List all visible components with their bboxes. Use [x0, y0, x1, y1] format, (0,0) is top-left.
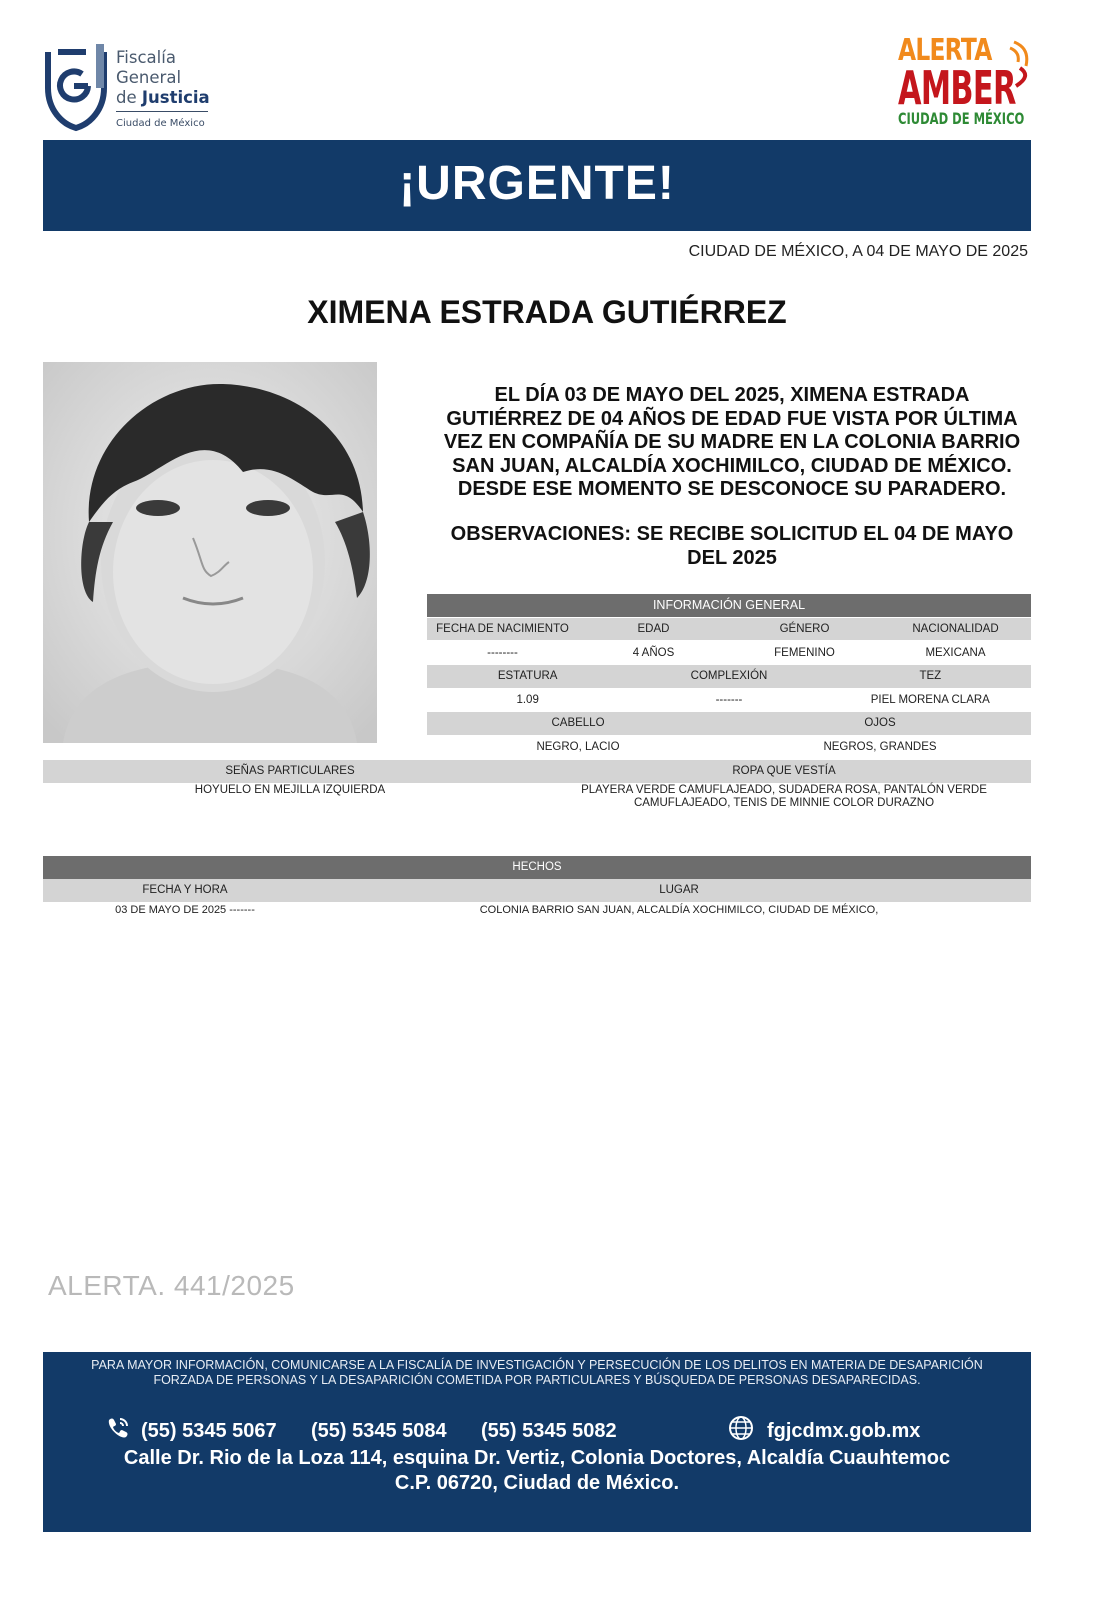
features-values-row: [43, 784, 1031, 814]
footer-address: [43, 1446, 1031, 1496]
info-header: CABELLO: [551, 717, 605, 729]
phone-icon: [105, 1416, 131, 1440]
description-line: DESDE ESE MOMENTO SE DESCONOCE SU PARADERO.: [457, 478, 1007, 500]
info-value: 1.09: [516, 694, 539, 706]
info-values-row-2: [427, 689, 1031, 711]
info-header: COMPLEXIÓN: [690, 670, 768, 682]
facts-value: COLONIA BARRIO SAN JUAN, ALCALDÍA XOCHIMILCO, CIUDAD DE MÉXICO,: [479, 904, 879, 916]
person-name: XIMENA ESTRADA GUTIÉRREZ: [307, 294, 787, 330]
footer-band: [43, 1352, 1031, 1532]
fgj-line1: Fiscalía: [116, 48, 176, 67]
info-headers-row-3: [427, 712, 1031, 735]
fgj-sub: Ciudad de México: [116, 118, 205, 129]
info-value: NEGROS, GRANDES: [823, 741, 937, 753]
info-values-row-3: [427, 736, 1031, 758]
amber-logo: [898, 33, 1048, 136]
urgent-banner: ¡URGENTE!: [43, 140, 1031, 231]
facts-title-row: [43, 856, 1031, 879]
phone-number[interactable]: (55) 5345 5082: [481, 1420, 617, 1442]
amber-line3: CIUDAD DE MÉXICO: [898, 109, 1025, 128]
info-value: PIEL MORENA CLARA: [870, 694, 990, 706]
observations-line: DEL 2025: [687, 546, 777, 569]
address-line: C.P. 06720, Ciudad de México.: [394, 1472, 680, 1494]
info-header: TEZ: [919, 670, 942, 682]
person-photo: [43, 362, 377, 743]
description: [432, 384, 1032, 502]
info-value: -------: [715, 694, 743, 706]
facts-value: 03 DE MAYO DE 2025 -------: [115, 904, 255, 916]
info-header: GÉNERO: [779, 623, 830, 635]
info-headers-row-2: [427, 665, 1031, 688]
info-header: NACIONALIDAD: [912, 623, 999, 635]
facts-header: FECHA Y HORA: [142, 884, 228, 896]
footer-info-line: FORZADA DE PERSONAS Y LA DESAPARICIÓN COMETIDA POR PARTICULARES Y BÚSQUEDA DE PERSONAS DESAPARECIDAS.: [153, 1373, 921, 1387]
facts-values-row: [43, 903, 1031, 923]
facts-headers-row: [43, 879, 1031, 902]
info-headers-row-1: [427, 618, 1031, 640]
footer-info-line: PARA MAYOR INFORMACIÓN, COMUNICARSE A LA FISCALÍA DE INVESTIGACIÓN Y PERSECUCIÓN DE LOS DELITOS EN MATERIA DE DESAPARICIÓN: [91, 1358, 983, 1372]
info-header: OJOS: [864, 717, 896, 729]
fgj-logo-text: [116, 48, 210, 108]
observations: [432, 523, 1032, 570]
description-line: GUTIÉRREZ DE 04 AÑOS DE EDAD FUE VISTA POR ÚLTIMA: [446, 407, 1018, 430]
phone-number[interactable]: (55) 5345 5084: [311, 1420, 447, 1442]
info-value: MEXICANA: [925, 647, 986, 659]
facts-header: LUGAR: [659, 884, 699, 896]
features-header: SEÑAS PARTICULARES: [225, 765, 355, 777]
website-link[interactable]: fgjcdmx.gob.mx: [767, 1420, 921, 1442]
fgj-line3-bold: Justicia: [141, 88, 210, 107]
features-header: ROPA QUE VESTÍA: [732, 765, 836, 777]
fgj-line3-prefix: de: [116, 88, 142, 107]
info-header: EDAD: [637, 623, 670, 635]
footer-info: [43, 1358, 1031, 1388]
clothing-line: PLAYERA VERDE CAMUFLAJEADO, SUDADERA ROSA, PANTALÓN VERDE: [581, 784, 987, 796]
phone-number[interactable]: (55) 5345 5067: [141, 1420, 277, 1442]
description-line: VEZ EN COMPAÑÍA DE SU MADRE EN LA COLONIA BARRIO: [443, 431, 1021, 453]
info-value: FEMENINO: [774, 647, 835, 659]
clothing-value: [537, 784, 1031, 814]
info-values-row-1: [427, 642, 1031, 664]
portrait-placeholder-icon: [43, 362, 377, 743]
info-title: INFORMACIÓN GENERAL: [652, 598, 806, 612]
features-headers-row: [43, 760, 1031, 783]
fgj-logo: [44, 40, 219, 132]
info-header: FECHA DE NACIMIENTO: [436, 623, 569, 635]
amber-line2: AMBER: [898, 61, 1016, 115]
alert-number: ALERTA. 441/2025: [48, 1270, 295, 1301]
fgj-line2: General: [116, 68, 182, 87]
info-title-row: [427, 594, 1031, 617]
description-line: EL DÍA 03 DE MAYO DEL 2025, XIMENA ESTRADA: [494, 384, 970, 406]
amber-waves-icon: [1006, 40, 1038, 88]
observations-line: OBSERVACIONES: SE RECIBE SOLICITUD EL 04 DE MAYO: [450, 523, 1014, 545]
fgj-divider: [116, 111, 208, 112]
fgj-line3: [116, 88, 210, 108]
clothing-line: CAMUFLAJEADO, TENIS DE MINNIE COLOR DURAZNO: [633, 797, 935, 809]
fgj-emblem-icon: [44, 40, 110, 132]
globe-icon: [727, 1414, 755, 1442]
facts-title: HECHOS: [512, 861, 562, 873]
info-value: 4 AÑOS: [632, 647, 675, 659]
description-line: SAN JUAN, ALCALDÍA XOCHIMILCO, CIUDAD DE MÉXICO.: [452, 454, 1012, 477]
address-line: Calle Dr. Rio de la Loza 114, esquina Dr. Vertiz, Colonia Doctores, Alcaldía Cuauhtemoc: [123, 1447, 951, 1469]
info-value: NEGRO, LACIO: [536, 741, 620, 753]
info-header: ESTATURA: [497, 670, 558, 682]
date-line: CIUDAD DE MÉXICO, A 04 DE MAYO DE 2025: [688, 243, 1028, 260]
features-value: HOYUELO EN MEJILLA IZQUIERDA: [194, 784, 386, 796]
amber-line1: ALERTA: [898, 33, 992, 68]
info-value: --------: [487, 647, 518, 659]
